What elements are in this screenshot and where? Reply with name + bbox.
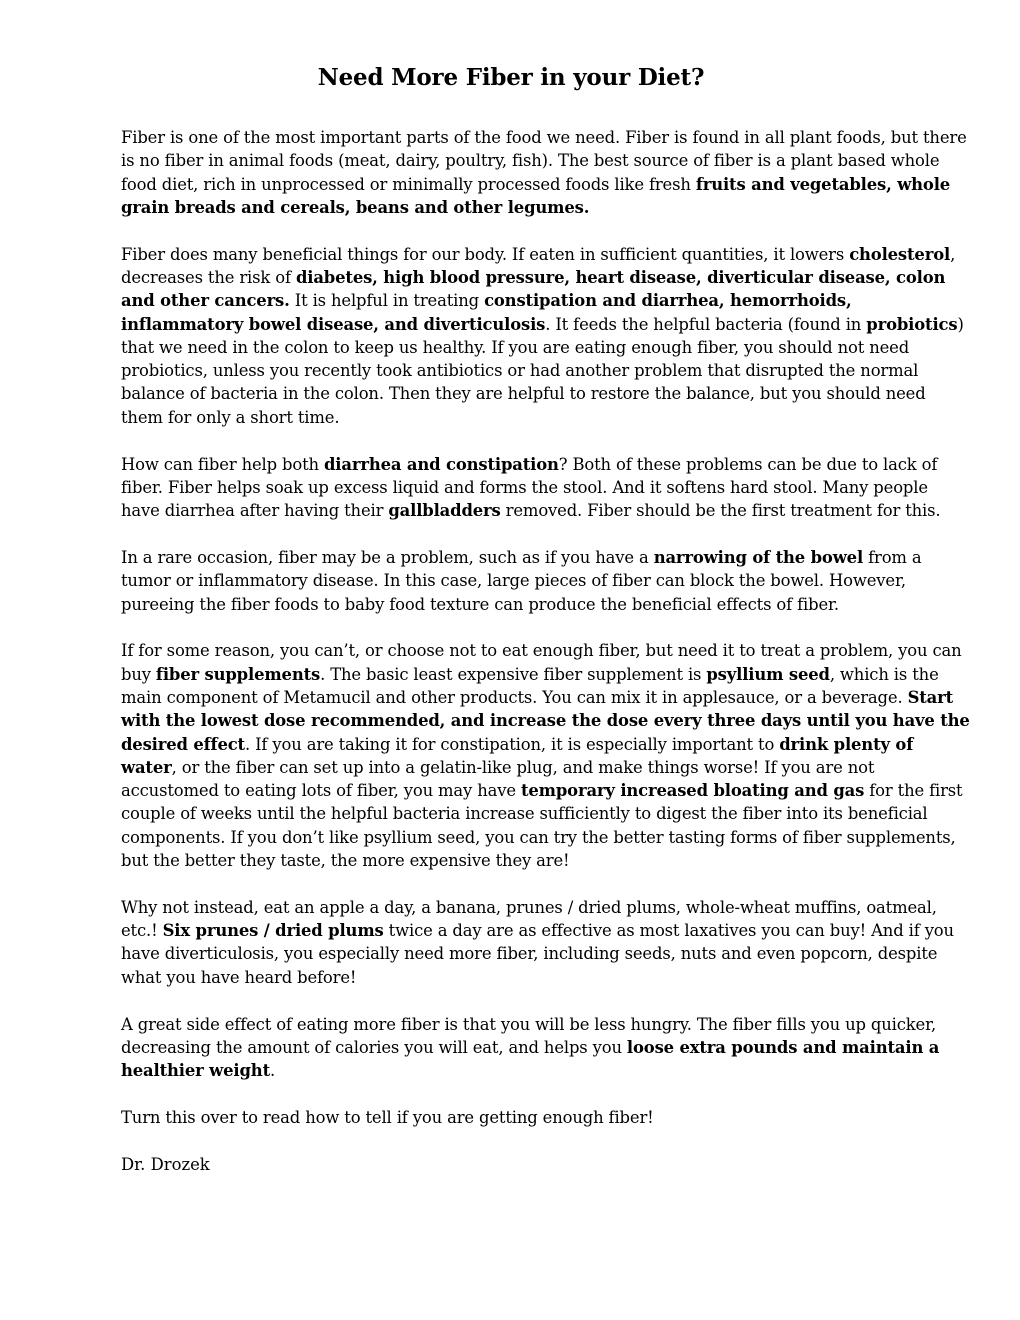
body-paragraph [121,1013,971,1083]
text-run: . [270,1061,276,1081]
body-paragraph [121,639,971,872]
text-run: removed. Fiber should be the first treatment for this. [500,501,941,521]
text-run: for the first couple of weeks until the helpful bacteria increase sufficiently to digest the fiber into its beneficial components. If you don’t like psyllium seed, you can try the better tasting forms of fiber supplements, but the better they taste, the more expensive they are! [121,781,963,871]
text-run: Fiber does many beneficial things for our body. If eaten in sufficient quantities, it lowers [121,244,850,264]
bold-text: Six prunes / dried plums [162,921,384,941]
text-run: , decreases the risk of [121,244,956,287]
bold-text: fiber supplements [155,664,321,684]
text-run: . If you are taking it for constipation, it is especially important to [244,734,780,754]
text-run: from a tumor or inflammatory disease. In this case, large pieces of fiber can block the bowel. However, pureeing the fiber foods to baby food texture can produce the beneficial effects of fiber. [121,547,922,614]
bold-text: Start with the lowest dose recommended, and increase the dose every three days until you have the desired effect [121,687,970,754]
text-run: . It feeds the helpful bacteria (found in [545,314,867,334]
text-run: , or the fiber can set up into a gelatin-like plug, and make things worse! If you are not accustomed to eating lots of fiber, you may have [121,757,875,801]
text-run: A great side effect of eating more fiber is that you will be less hungry. The fiber fills you up quicker, decreasing the amount of calories you will eat, and helps you [121,1014,937,1057]
bold-text: narrowing of the bowel [653,547,864,567]
document-body [121,126,971,1129]
body-paragraph [121,453,971,523]
text-run: ) that we need in the colon to keep us healthy. If you are eating enough fiber, you should not need probiotics, unless you recently took antibiotics or had another problem that disrupted the normal balance of bacteria in the colon. Then they are helpful to restore the balance, but you should need them for only a short time. [121,314,964,427]
bold-text: probiotics [866,314,958,334]
body-paragraph [121,126,971,219]
document-page [121,58,971,1176]
text-run: How can fiber help both [121,454,324,474]
bold-text: diabetes, high blood pressure, heart disease, diverticular disease, colon and other cancers. [121,267,946,311]
page-title: Need More Fiber in your Diet? [317,64,705,91]
bold-text: gallbladders [388,501,501,521]
text-run: . The basic least expensive fiber supplement is [320,664,707,684]
body-paragraph [121,896,971,989]
text-run: If for some reason, you can’t, or choose not to eat enough fiber, but need it to treat a problem, you can buy [121,641,962,684]
text-run: Turn this over to read how to tell if you are getting enough fiber! [121,1107,654,1127]
text-run: ? Both of these problems can be due to lack of fiber. Fiber helps soak up excess liquid and forms the stool. And it softens hard stool. Many people have diarrhea after having their [121,454,938,521]
bold-text: drink plenty of water [121,734,914,777]
bold-text: diarrhea and constipation [323,454,559,474]
text-run: , which is the main component of Metamucil and other products. You can mix it in applesauce, or a beverage. [121,664,939,707]
bold-text: loose extra pounds and maintain a healthier weight [121,1037,940,1081]
text-run: It is helpful in treating [289,291,485,311]
bold-text: fruits and vegetables, whole grain breads and cereals, beans and other legumes. [121,174,951,217]
signature: Dr. Drozek [121,1154,210,1174]
body-paragraph [121,243,971,429]
text-run: twice a day are as effective as most laxatives you can buy! And if you have diverticulosis, you especially need more fiber, including seeds, nuts and even popcorn, despite what you have heard before! [121,921,954,987]
bold-text: cholesterol [849,244,951,264]
text-run: Why not instead, eat an apple a day, a banana, prunes / dried plums, whole-wheat muffins, oatmeal, etc.! [121,897,937,941]
bold-text: constipation and diarrhea, hemorrhoids, inflammatory bowel disease, and diverticulosis [121,291,852,334]
body-paragraph [121,1106,971,1129]
text-run: In a rare occasion, fiber may be a problem, such as if you have a [121,547,654,567]
bold-text: psyllium seed [706,664,830,684]
text-run: Fiber is one of the most important parts of the food we need. Fiber is found in all plant foods, but there is no fiber in animal foods (meat, dairy, poultry, fish). The best source of fiber is a plant based whole food diet, rich in unprocessed or minimally processed foods like fresh [121,128,967,194]
bold-text: temporary increased bloating and gas [520,781,865,801]
body-paragraph [121,546,971,616]
